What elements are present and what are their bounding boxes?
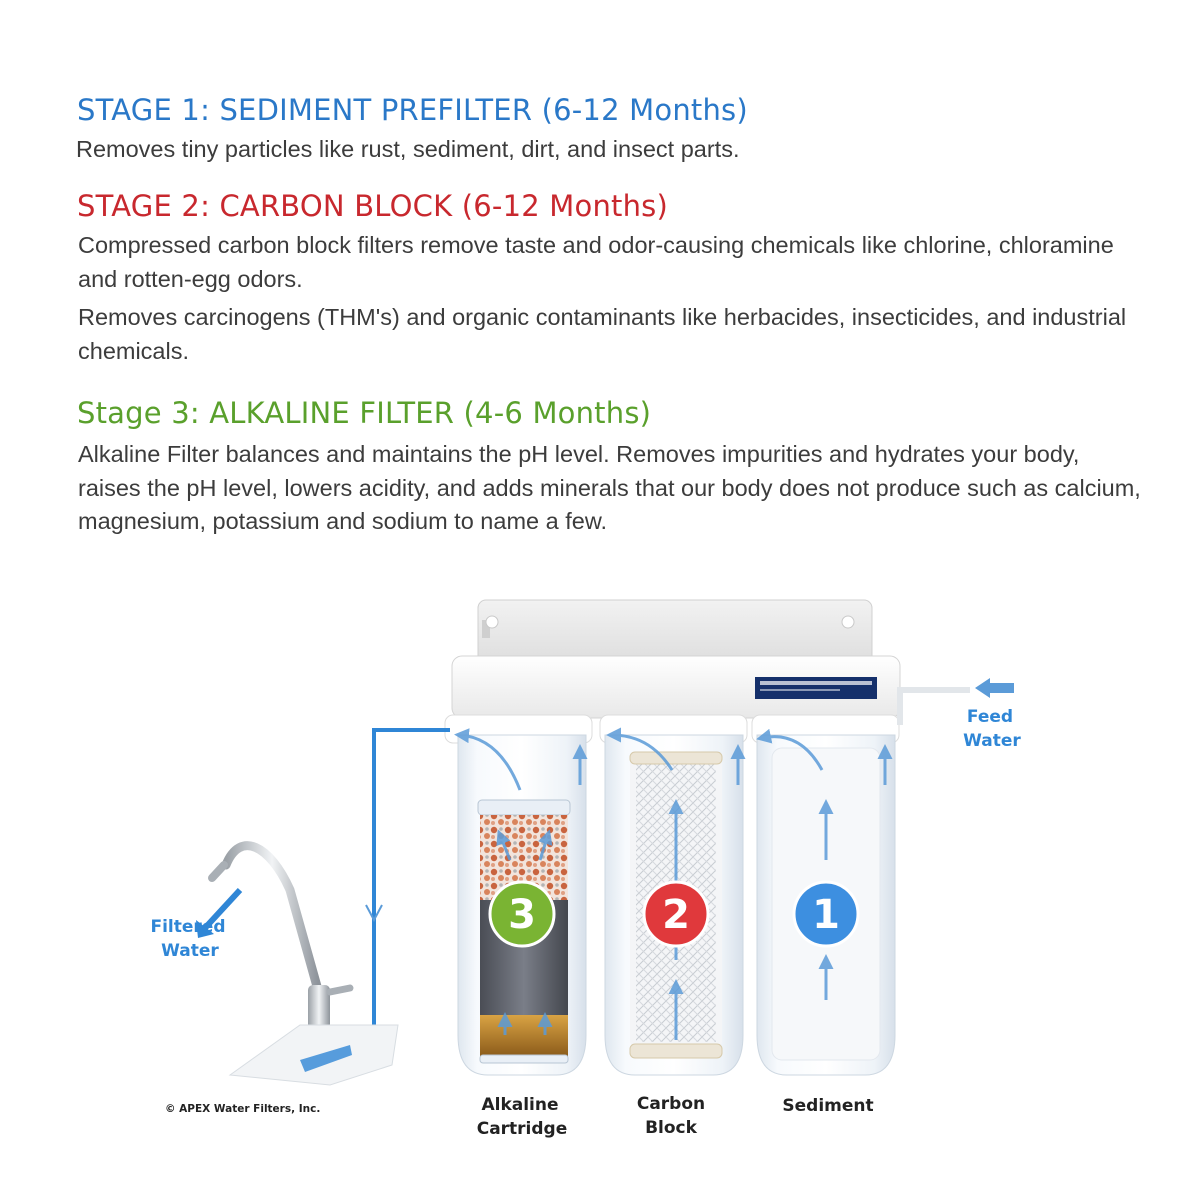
stage-1-badge bbox=[794, 882, 858, 946]
copyright-text: © APEX Water Filters, Inc. bbox=[165, 1103, 321, 1115]
stage-2-description-2: Removes carcinogens (THM's) and organic contaminants like herbacides, insecticides, and industrial chemicals. bbox=[78, 304, 1127, 364]
alkaline-label-1: Alkaline bbox=[481, 1095, 559, 1115]
filter-head-manifold bbox=[445, 656, 900, 743]
stage-3-title: Stage 3: ALKALINE FILTER (4-6 Months) bbox=[77, 396, 652, 430]
stage-2-title: STAGE 2: CARBON BLOCK (6-12 Months) bbox=[77, 189, 669, 223]
stage-3-badge bbox=[490, 882, 554, 946]
faucet bbox=[196, 846, 398, 1085]
svg-text:Feed: Feed bbox=[966, 707, 1014, 727]
filtered-water-label-2: Water bbox=[161, 941, 219, 961]
stage-1-description: Removes tiny particles like rust, sediment, dirt, and insect parts. bbox=[76, 136, 740, 162]
filter-system-diagram bbox=[0, 560, 1200, 1200]
alkaline-label-2: Cartridge bbox=[476, 1119, 568, 1139]
svg-text:3: 3 bbox=[508, 892, 536, 938]
stage-3-description: Alkaline Filter balances and maintains the pH level. Removes impurities and hydrates your body, raises the pH level, lowers acidity, and adds minerals that our body does not produce such as calcium, magnesium, potassium and sodium to name a few. bbox=[78, 441, 1141, 534]
svg-text:Water: Water bbox=[963, 731, 1021, 751]
sediment-label: Sediment bbox=[782, 1096, 874, 1116]
feed-arrow-icon bbox=[975, 678, 1014, 698]
svg-text:2: 2 bbox=[662, 892, 690, 938]
stage-1-title: STAGE 1: SEDIMENT PREFILTER (6-12 Months) bbox=[77, 93, 748, 127]
filtered-water-label-1: Filtered bbox=[150, 917, 226, 937]
feed-water-inlet bbox=[900, 678, 1021, 751]
svg-text:1: 1 bbox=[812, 892, 840, 938]
stage-2-description-1: Compressed carbon block filters remove taste and odor-causing chemicals like chlorine, chloramine and rotten-egg odors. bbox=[78, 232, 1114, 292]
stage-2-badge bbox=[644, 882, 708, 946]
carbon-label-1: Carbon bbox=[636, 1094, 706, 1114]
product-label bbox=[755, 677, 877, 699]
outlet-tube bbox=[366, 730, 450, 1040]
carbon-label-2: Block bbox=[645, 1118, 697, 1138]
